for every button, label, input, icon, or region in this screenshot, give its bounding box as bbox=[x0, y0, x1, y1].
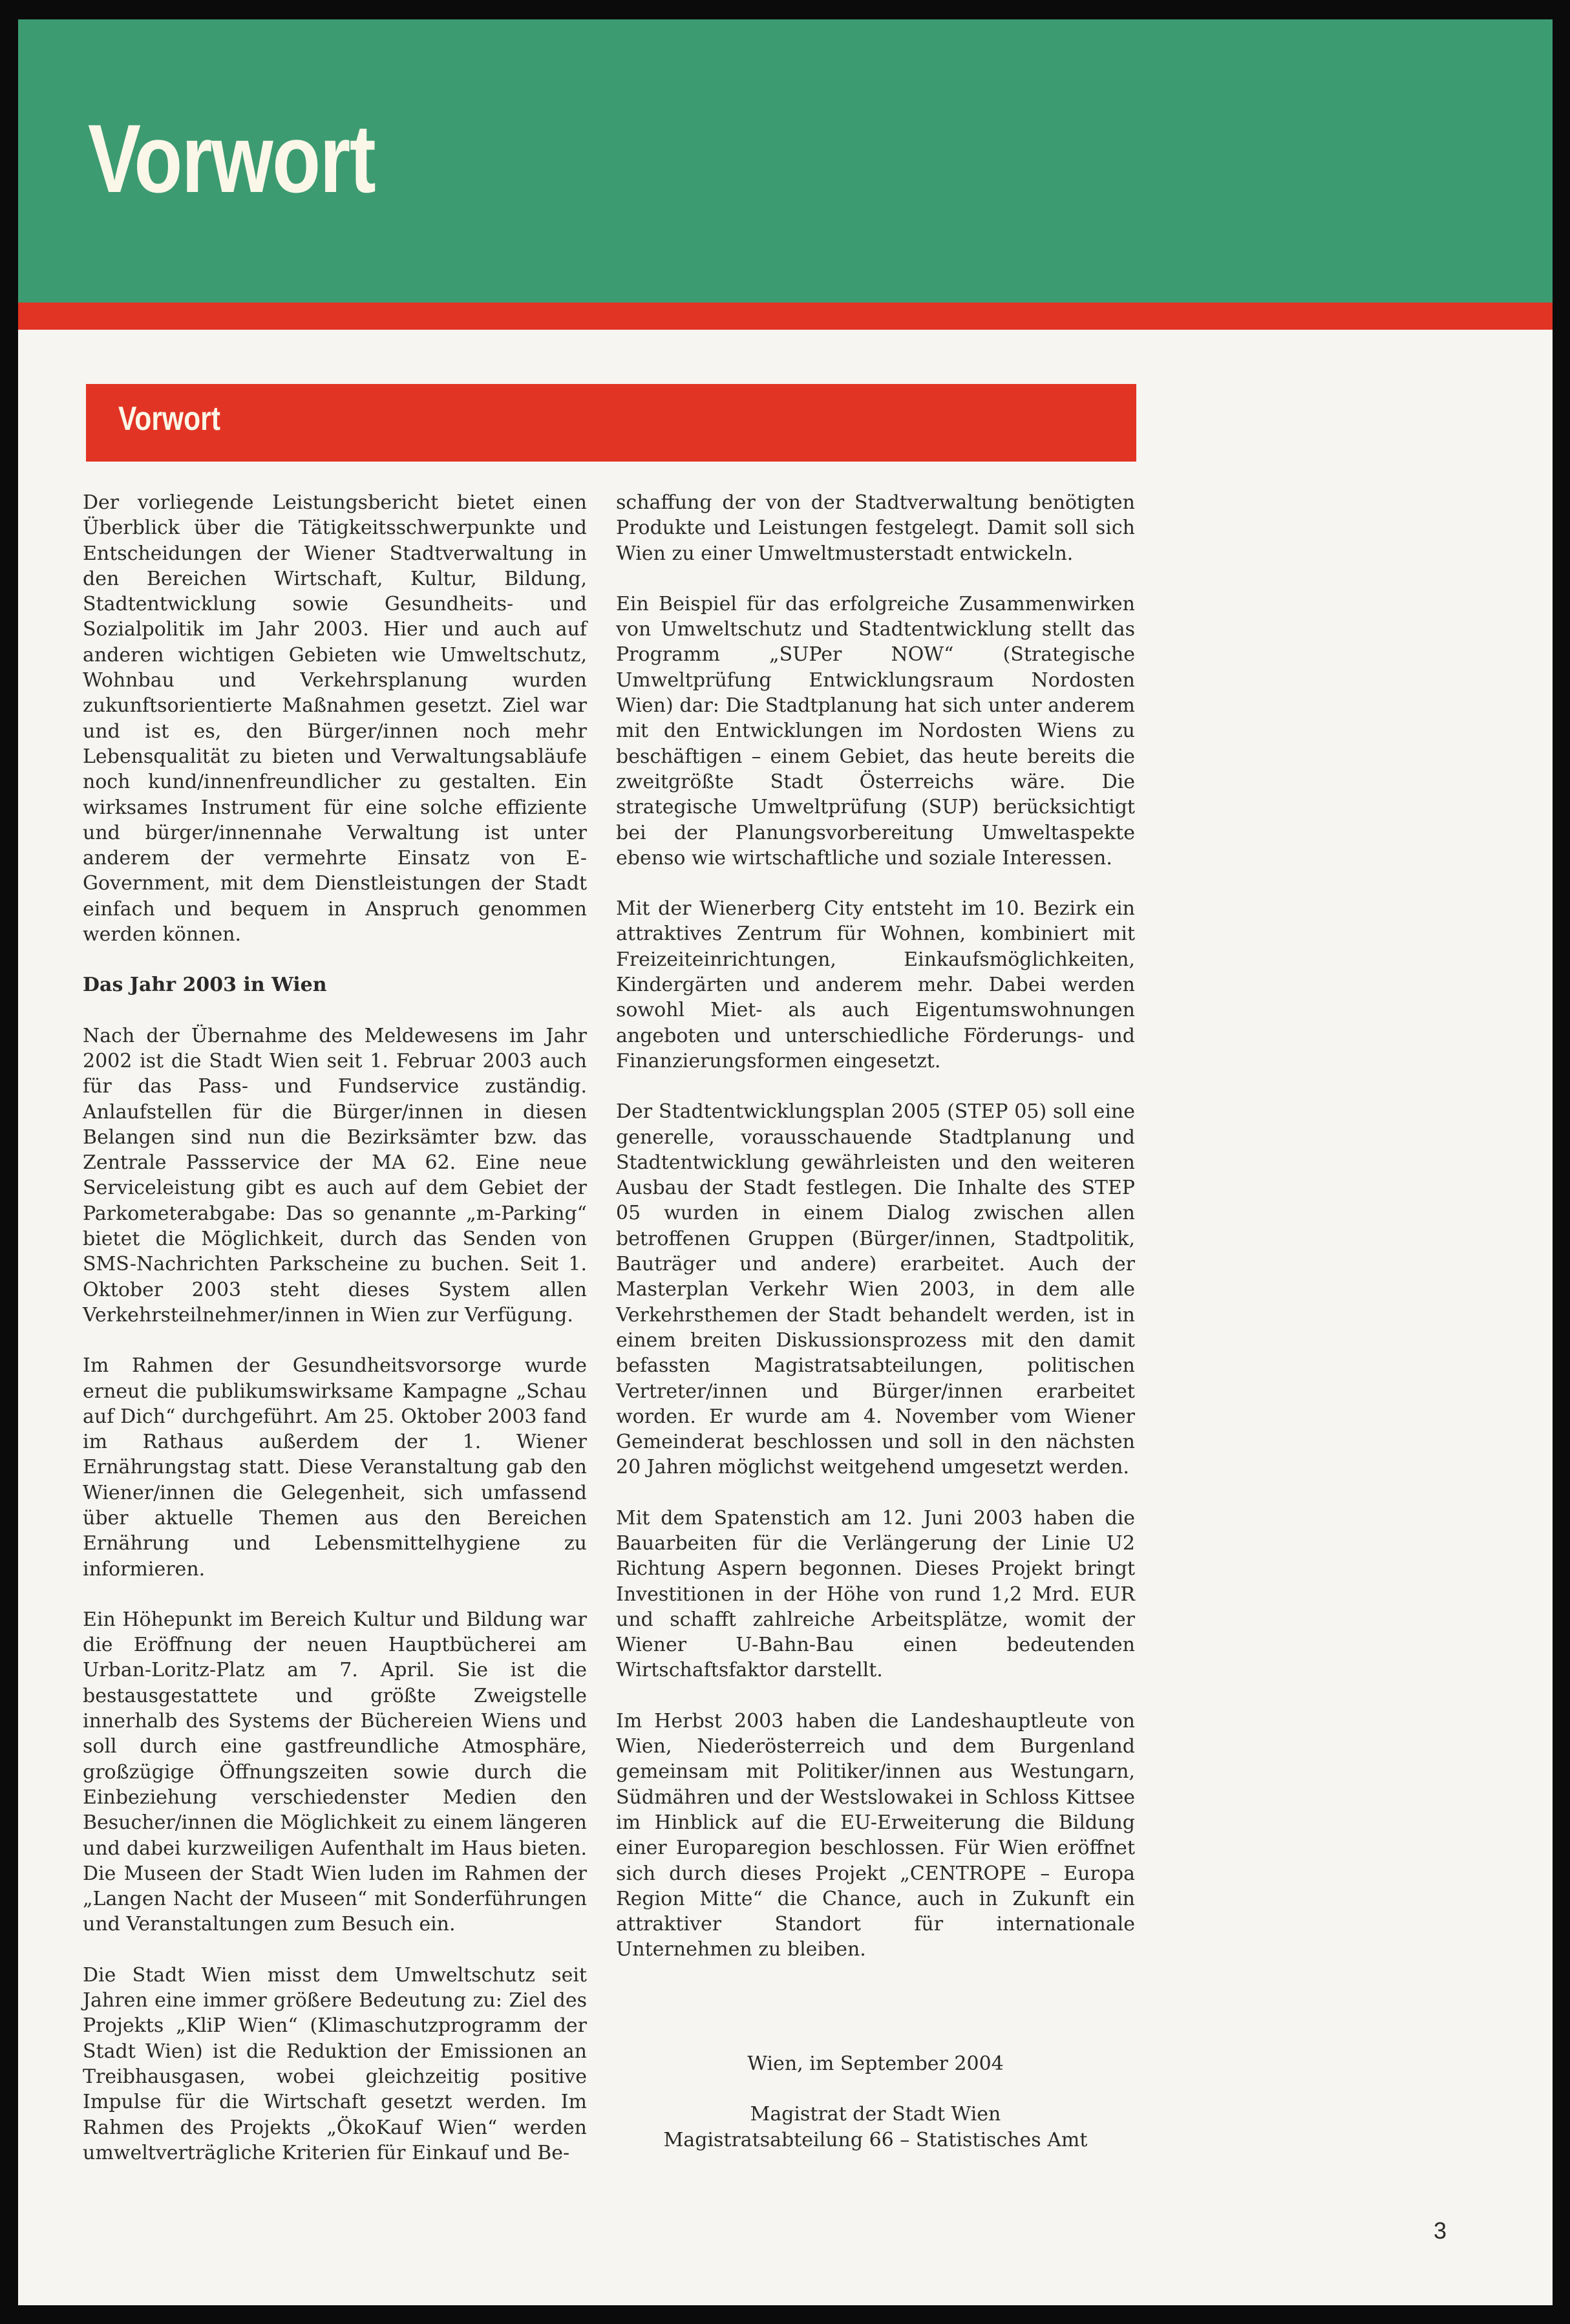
subheading: Das Jahr 2003 in Wien bbox=[83, 974, 327, 997]
paragraph: schaffung der von der Stadtverwaltung benötigten Produkte und Leistungen festgelegt. Damit soll sich Wien zu einer Umweltmusterstadt entwickeln. bbox=[616, 491, 1135, 565]
paragraph: Die Stadt Wien misst dem Umweltschutz seit Jahren eine immer größere Bedeutung zu: Ziel des Projekts „KliP Wien“ (Klimaschutzprogramm der Stadt Wien) ist die Reduktion der Emissionen an Treibhausgasen, wobei gleichzeitig positive Impulse für die Wirtschaft gesetzt werden. Im Rahmen des Projekts „ÖkoKauf Wien“ werden umweltverträgliche Kriterien für Einkauf und Be- bbox=[83, 1963, 587, 2164]
paragraph: Ein Höhepunkt im Bereich Kultur und Bildung war die Eröffnung der neuen Hauptbücherei am Urban-Loritz-Platz am 7. April. Sie ist die bestausgestattete und größte Zweigstelle innerhalb des Systems der Büchereien Wiens und soll durch eine gastfreundliche Atmosphäre, großzügige Öffnungszeiten sowie durch die Einbeziehung verschiedenster Medien den Besucher/innen die Möglichkeit zu einem längeren und dabei kurzweiligen Aufenthalt im Haus bieten. Die Museen der Stadt Wien luden im Rahmen der „Langen Nacht der Museen“ mit Sonderführungen und Veranstaltungen zum Besuch ein. bbox=[83, 1608, 587, 1936]
header-band bbox=[18, 19, 1553, 303]
text-column-right bbox=[616, 490, 1135, 1988]
signature-place-date: Wien, im September 2004 bbox=[747, 2052, 1004, 2075]
section-title: Vorwort bbox=[118, 400, 220, 438]
paragraph: Nach der Übernahme des Meldewesens im Jahr 2002 ist die Stadt Wien seit 1. Februar 2003 auch für das Pass- und Fundservice zuständig. Anlaufstellen für die Bürger/innen in diesen Belangen sind nun die Bezirksämter bzw. das Zentrale Passservice der MA 62. Eine neue Serviceleistung gibt es auch auf dem Gebiet der Parkometerabgabe: Das so genannte „m-Parking“ bietet die Möglichkeit, durch das Senden von SMS-Nachrichten Parkscheine zu buchen. Seit 1. Oktober 2003 steht dieses System allen Verkehrsteilnehmer/innen in Wien zur Verfügung. bbox=[83, 1024, 587, 1327]
paragraph: Im Herbst 2003 haben die Landeshauptleute von Wien, Niederösterreich und dem Burgenland gemeinsam mit Politiker/innen aus Westungarn, Südmähren und der Westslowakei in Schloss Kittsee im Hinblick auf die EU-Erweiterung die Bildung einer Europaregion beschlossen. Für Wien eröffnet sich durch dieses Projekt „CENTROPE – Europa Region Mitte“ die Chance, auch in Zukunft ein attraktiver Standort für internationale Unternehmen zu bleiben. bbox=[616, 1709, 1135, 1961]
page-title: Vorwort bbox=[88, 104, 376, 213]
paragraph: Mit der Wienerberg City entsteht im 10. Bezirk ein attraktives Zentrum für Wohnen, kombiniert mit Freizeiteinrichtungen, Einkaufsmöglichkeiten, Kindergärten und anderem mehr. Dabei werden sowohl Miet- als auch Eigentumswohnungen angeboten und unterschiedliche Förderungs- und Finanzierungsformen eingesetzt. bbox=[616, 897, 1135, 1072]
paragraph: Mit dem Spatenstich am 12. Juni 2003 haben die Bauarbeiten für die Verlängerung der Linie U2 Richtung Aspern begonnen. Dieses Projekt bringt Investitionen in der Höhe von rund 1,2 Mrd. EUR und schafft zahlreiche Arbeitsplätze, womit der Wiener U-Bahn-Bau einen bedeutenden Wirtschaftsfaktor darstellt. bbox=[616, 1506, 1135, 1682]
signature-line-2: Magistratsabteilung 66 – Statistisches Amt bbox=[663, 2128, 1088, 2151]
text-column-left bbox=[83, 490, 587, 2191]
section-bar bbox=[86, 384, 1136, 462]
paragraph: Der Stadtentwicklungsplan 2005 (STEP 05) soll eine generelle, vorausschauende Stadtplanung und Stadtentwicklung gewährleisten und den weiteren Ausbau der Stadt festlegen. Die Inhalte des STEP 05 wurden in einem Dialog zwischen allen betroffenen Gruppen (Bürger/innen, Stadtpolitik, Bauträger und andere) erarbeitet. Auch der Masterplan Verkehr Wien 2003, in dem alle Verkehrsthemen der Stadt behandelt werden, ist in einem breiten Diskussionsprozess mit den damit befassten Magistratsabteilungen, politischen Vertreter/innen und Bürger/innen erarbeitet worden. Er wurde am 4. November vom Wiener Gemeinderat beschlossen und soll in den nächsten 20 Jahren möglichst weitgehend umgesetzt werden. bbox=[616, 1100, 1135, 1479]
paragraph: Ein Beispiel für das erfolgreiche Zusammenwirken von Umweltschutz und Stadtentwicklung stellt das Programm „SUPer NOW“ (Strategische Umweltprüfung Entwicklungsraum Nordosten Wien) dar: Die Stadtplanung hat sich unter anderem mit den Entwicklungen im Nordosten Wiens zu beschäftigen – einem Gebiet, das heute bereits die zweitgrößte Stadt Österreichs wäre. Die strategische Umweltprüfung (SUP) berücksichtigt bei der Planungsvorbereitung Umweltaspekte ebenso wie wirtschaftliche und soziale Interessen. bbox=[616, 592, 1135, 869]
signature-block bbox=[616, 2051, 1135, 2153]
header-accent-stripe bbox=[18, 303, 1553, 330]
paragraph: Der vorliegende Leistungsbericht bietet einen Überblick über die Tätigkeitsschwerpunkte und Entscheidungen der Wiener Stadtverwaltung in den Bereichen Wirtschaft, Kultur, Bildung, Stadtentwicklung sowie Gesundheits- und Sozialpolitik im Jahr 2003. Hier und auch auf anderen wichtigen Gebieten wie Umweltschutz, Wohnbau und Verkehrsplanung wurden zukunftsorientierte Maßnahmen gesetzt. Ziel war und ist es, den Bürger/innen noch mehr Lebensqualität zu bieten und Verwaltungsabläufe noch kund/innenfreundlicher zu gestalten. Ein wirksames Instrument für eine solche effiziente und bürger/innennahe Verwaltung ist unter anderem der vermehrte Einsatz von E-Government, mit dem Dienstleistungen der Stadt einfach und bequem in Anspruch genommen werden können. bbox=[83, 491, 587, 946]
page-number: 3 bbox=[1434, 2217, 1447, 2244]
paragraph: Im Rahmen der Gesundheitsvorsorge wurde erneut die publikumswirksame Kampagne „Schau auf Dich“ durchgeführt. Am 25. Oktober 2003 fand im Rathaus außerdem der 1. Wiener Ernährungstag statt. Diese Veranstaltung gab den Wiener/innen die Gelegenheit, sich umfassend über aktuelle Themen aus den Bereichen Ernährung und Lebensmittelhygiene zu informieren. bbox=[83, 1354, 587, 1581]
document-page bbox=[18, 19, 1553, 2305]
signature-line-1: Magistrat der Stadt Wien bbox=[750, 2103, 1001, 2126]
